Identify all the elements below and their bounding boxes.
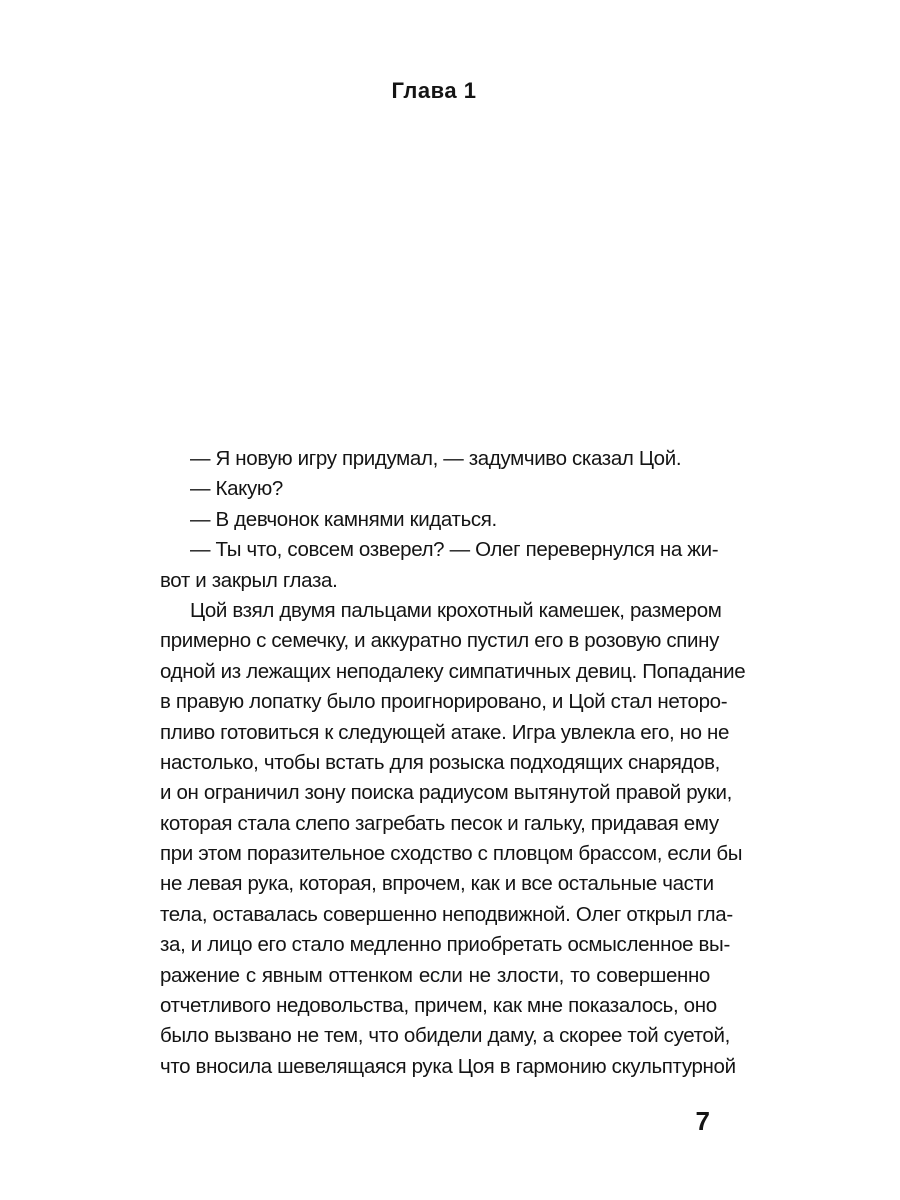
text-line: вот и закрыл глаза. bbox=[160, 568, 338, 592]
text-line: отчетливого недовольства, причем, как мне показалось, оно bbox=[160, 994, 717, 1018]
text-line: и он ограничил зону поиска радиусом вытянутой правой руки, bbox=[160, 781, 733, 805]
text-line: — Какую? bbox=[190, 477, 283, 501]
text-line: настолько, чтобы встать для розыска подходящих снарядов, bbox=[160, 750, 721, 774]
text-line: которая стала слепо загребать песок и гальку, придавая ему bbox=[160, 811, 719, 835]
text-line: — Я новую игру придумал, — задумчиво сказал Цой. bbox=[190, 447, 682, 470]
text-line: за, и лицо его стало медленно приобретать осмысленное вы- bbox=[160, 933, 730, 957]
text-line: было вызвано не тем, что обидели даму, а скорее той суетой, bbox=[160, 1024, 730, 1048]
text-line: ражение с явным оттенком если не злости, то совершенно bbox=[160, 963, 710, 987]
text-line: Цой взял двумя пальцами крохотный камешек, размером bbox=[190, 598, 722, 622]
text-line: — В девчонок камнями кидаться. bbox=[190, 507, 497, 531]
page-number: 7 bbox=[695, 1106, 710, 1136]
text-line: примерно с семечку, и аккуратно пустил его в розовую спину bbox=[160, 629, 719, 653]
text-line: пливо готовиться к следующей атаке. Игра увлекла его, но не bbox=[160, 720, 730, 744]
chapter-title: Глава 1 bbox=[391, 78, 477, 103]
text-line: в правую лопатку было проигнорировано, и Цой стал неторо- bbox=[160, 690, 728, 714]
body-text bbox=[160, 444, 746, 1082]
text-line: что вносила шевелящаяся рука Цоя в гармонию скульптурной bbox=[160, 1054, 736, 1078]
text-line: — Ты что, совсем озверел? — Олег перевернулся на жи- bbox=[190, 538, 719, 562]
text-line: тела, оставалась совершенно неподвижной. Олег открыл гла- bbox=[160, 902, 733, 926]
text-line: одной из лежащих неподалеку симпатичных девиц. Попадание bbox=[160, 659, 746, 683]
text-line: при этом поразительное сходство с пловцом брассом, если бы bbox=[160, 842, 743, 866]
text-line: не левая рука, которая, впрочем, как и все остальные части bbox=[160, 872, 714, 896]
